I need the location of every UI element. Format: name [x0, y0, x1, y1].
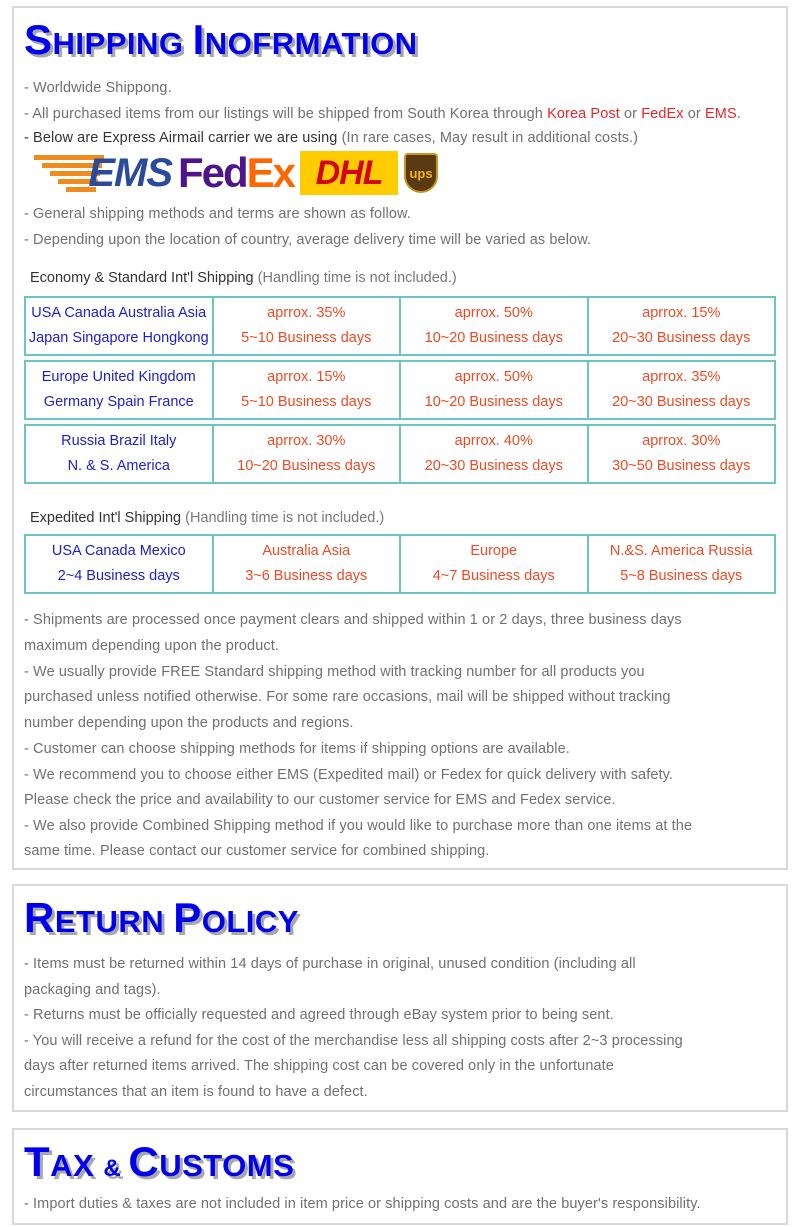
rate-cell [589, 362, 775, 418]
region-cell [26, 426, 214, 482]
dhl-logo-text: DHL [315, 153, 383, 192]
tax-customs-heading [24, 1138, 294, 1186]
general-line-methods: - General shipping methods and terms are shown as follow. [24, 206, 411, 222]
heading-cap: T [24, 1138, 51, 1185]
rate-percent: aprrox. 40% [454, 433, 533, 449]
note-line: - We usually provide FREE Standard shipping method with tracking number for all products you [24, 664, 645, 680]
rate-days: 10~20 Business days [237, 458, 376, 474]
expedited-title-note: (Handling time is not included.) [185, 510, 385, 526]
rate-days: 5~10 Business days [241, 394, 372, 410]
rate-percent: aprrox. 35% [642, 369, 721, 385]
shipping-information-panel [12, 6, 788, 870]
heading-rest: OLICY [201, 904, 299, 939]
expedited-rate-row [24, 534, 776, 594]
fedex-ex: Ex [246, 149, 295, 196]
region-line: Russia Brazil Italy [61, 433, 177, 449]
intro-line-worldwide: - Worldwide Shippong. [24, 80, 172, 96]
intro-line-origin [24, 106, 741, 122]
rate-days: 5~8 Business days [620, 568, 743, 584]
region-cell [26, 362, 214, 418]
rate-days: 30~50 Business days [612, 458, 751, 474]
general-line-delivery: - Depending upon the location of country, average delivery time will be varied as below. [24, 232, 592, 248]
note-line: Please check the price and availability to our customer service for EMS and Fedex service. [24, 792, 616, 808]
heading-cap: I [192, 16, 205, 63]
rate-cell [401, 298, 589, 354]
economy-rate-row [24, 296, 776, 356]
carrier-fedex: FedEx [641, 106, 684, 122]
rate-percent: aprrox. 30% [267, 433, 346, 449]
heading-cap: S [24, 16, 53, 63]
period-text: . [736, 106, 741, 122]
rate-cell [589, 298, 775, 354]
rate-cell [401, 362, 589, 418]
economy-shipping-title [30, 270, 457, 286]
region-cell [26, 536, 214, 592]
expedited-shipping-title [30, 510, 384, 526]
economy-title-note: (Handling time is not included.) [257, 270, 457, 286]
rate-days: 20~30 Business days [612, 394, 751, 410]
rate-cell [214, 426, 402, 482]
return-line: - Items must be returned within 14 days of purchase in original, unused condition (including all [24, 956, 636, 972]
rate-cell [214, 536, 402, 592]
carrier-korea-post: Korea Post [547, 106, 620, 122]
note-line: maximum depending upon the product. [24, 638, 279, 654]
dhl-logo-icon [300, 151, 398, 195]
region-cell [26, 298, 214, 354]
rate-cell [589, 536, 775, 592]
fedex-logo-icon [178, 151, 294, 195]
note-line: - Shipments are processed once payment clears and shipped within 1 or 2 days, three business days [24, 612, 682, 628]
carriers-text: - Below are Express Airmail carrier we are using [24, 130, 342, 146]
heading-ampersand: & [103, 1155, 129, 1182]
region-line: Australia Asia [262, 543, 351, 559]
note-line: - Customer can choose shipping methods for items if shipping options are available. [24, 741, 570, 757]
return-line: days after returned items arrived. The shipping cost can be covered only in the unfortunate [24, 1058, 614, 1074]
ems-logo-text: EMS [88, 151, 172, 195]
heading-cap: P [173, 894, 202, 941]
rate-days: 4~7 Business days [432, 568, 555, 584]
rate-cell [214, 298, 402, 354]
intro-line-carriers [24, 130, 638, 146]
rate-days: 20~30 Business days [424, 458, 563, 474]
economy-rate-row [24, 424, 776, 484]
note-line: purchased unless notified otherwise. For some rare occasions, mail will be shipped without tracking [24, 689, 671, 705]
carriers-note: (In rare cases, May result in additional costs.) [341, 130, 639, 146]
region-line: Germany Spain France [43, 394, 194, 410]
rate-cell [401, 536, 589, 592]
economy-title-text: Economy & Standard Int'l Shipping [30, 270, 258, 286]
shipping-information-heading [24, 16, 418, 64]
rate-cell [589, 426, 775, 482]
region-line: N.&S. America Russia [609, 543, 753, 559]
carrier-logos [34, 148, 438, 198]
rate-percent: aprrox. 15% [642, 305, 721, 321]
rate-cell [214, 362, 402, 418]
rate-cell [401, 426, 589, 482]
note-line: same time. Please contact our customer service for combined shipping. [24, 843, 490, 859]
note-line: - We recommend you to choose either EMS (Expedited mail) or Fedex for quick delivery with safety. [24, 767, 674, 783]
return-policy-heading [24, 894, 299, 942]
rate-days: 2~4 Business days [57, 568, 180, 584]
rate-percent: aprrox. 50% [454, 305, 533, 321]
return-line: packaging and tags). [24, 982, 161, 998]
return-line: circumstances that an item is found to have a defect. [24, 1084, 368, 1100]
heading-cap: C [128, 1138, 160, 1185]
rate-days: 20~30 Business days [612, 330, 751, 346]
ems-logo-icon [34, 151, 172, 195]
region-line: N. & S. America [67, 458, 170, 474]
note-line: number depending upon the products and regions. [24, 715, 354, 731]
tax-customs-panel [12, 1128, 788, 1225]
carrier-ems: EMS [705, 106, 737, 122]
rate-percent: aprrox. 30% [642, 433, 721, 449]
rate-percent: aprrox. 35% [267, 305, 346, 321]
region-line: USA Canada Australia Asia [31, 305, 207, 321]
heading-rest: HIPPING [52, 26, 193, 61]
region-line: Europe United Kingdom [41, 369, 196, 385]
heading-rest: USTOMS [159, 1148, 295, 1183]
connector-text: or [683, 106, 705, 122]
heading-rest: ETURN [54, 904, 174, 939]
expedited-title-text: Expedited Int'l Shipping [30, 510, 186, 526]
rate-days: 3~6 Business days [245, 568, 368, 584]
rate-days: 5~10 Business days [241, 330, 372, 346]
heading-cap: R [24, 894, 55, 941]
heading-rest: NOFRMATION [204, 26, 418, 61]
fedex-fed: Fed [178, 149, 247, 196]
origin-text: - All purchased items from our listings will be shipped from South Korea through [24, 106, 548, 122]
region-line: USA Canada Mexico [51, 543, 186, 559]
tax-line: - Import duties & taxes are not included in item price or shipping costs and are the buyer's responsibility. [24, 1196, 701, 1212]
rate-days: 10~20 Business days [424, 394, 563, 410]
region-line: Europe [470, 543, 518, 559]
ups-logo-text: ups [409, 165, 433, 181]
return-policy-panel [12, 884, 788, 1112]
ups-logo-icon [404, 153, 438, 193]
note-line: - We also provide Combined Shipping method if you would like to purchase more than one items at the [24, 818, 693, 834]
region-line: Japan Singapore Hongkong [28, 330, 209, 346]
return-line: - Returns must be officially requested and agreed through eBay system prior to being sent. [24, 1007, 614, 1023]
economy-rate-row [24, 360, 776, 420]
rate-percent: aprrox. 15% [267, 369, 346, 385]
rate-days: 10~20 Business days [424, 330, 563, 346]
return-line: - You will receive a refund for the cost of the merchandise less all shipping costs after 2~3 processing [24, 1033, 683, 1049]
connector-text: or [619, 106, 642, 122]
rate-percent: aprrox. 50% [454, 369, 533, 385]
heading-rest: AX [50, 1148, 104, 1183]
